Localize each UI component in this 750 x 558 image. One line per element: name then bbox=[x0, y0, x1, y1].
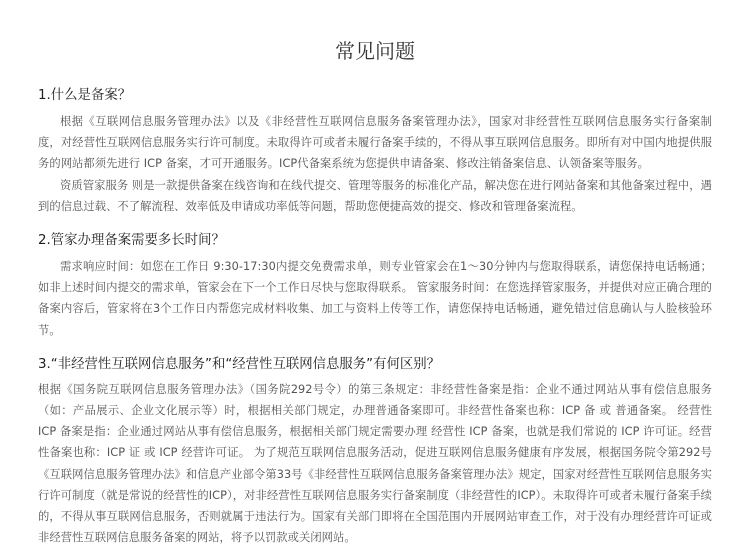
faq-section-2 bbox=[38, 230, 712, 341]
faq-question-1: 1.什么是备案？ bbox=[38, 88, 132, 103]
faq-answer-3-paragraph-1: 根据《国务院互联网信息服务管理办法》（国务院292号令）的第三条规定：非经营性备案是指：企业不通过网站从事有偿信息服务（如：产品展示、企业文化展示等）时，根据相关部门规定，办理普通备案即可。非经营性备案也称：ICP 备 或 普通备案。 经营性 ICP 备案是指：企业通过网站从事有偿信息服务，根据相关部门规定需要办理 经营性 ICP 备案，也就是我们常说的 ICP 许可证。经营性备案也称：ICP 证 或 ICP 经营许可证。 为了规范互联网信息服务活动，促进互联网信息服务健康有序发展，根据国务院令第292号《互联网信息服务管理办法》和信息产业部令第33号《非经营性互联网信息服务备案管理办法》规定，国家对经营性互联网信息服务实行许可制度（就是常说的经营性的ICP），对非经营性互联网信息服务实行备案制度（非经营性的ICP）。未取得许可或者未履行备案手续的，不得从事互联网信息服务，否则就属于违法行为。国家有关部门即将在全国范围内开展网站审查工作，对于没有办理经营许可证或非经营性互联网信息服务备案的网站，将予以罚款或关闭网站。 bbox=[38, 382, 712, 545]
page-title: 常见问题 bbox=[335, 39, 415, 63]
faq-answer-1-paragraph-1: 根据《互联网信息服务管理办法》以及《非经营性互联网信息服务备案管理办法》，国家对非经营性互联网信息服务实行备案制度，对经营性互联网信息服务实行许可制度。未取得许可或者未履行备案手续的，不得从事互联网信息服务。即所有对中国内地提供服务的网站都须先进行 ICP 备案，才可开通服务。ICP代备案系统为您提供申请备案、修改注销备案信息、认领备案等服务。 bbox=[38, 115, 712, 171]
faq-question-3: 3.“非经营性互联网信息服务”和“经营性互联网信息服务”有何区别？ bbox=[38, 356, 441, 372]
faq-answer-2-paragraph-1: 需求响应时间：如您在工作日 9:30-17:30内提交免费需求单，则专业管家会在1～30分钟内与您取得联系，请您保持电话畅通；如非上述时间内提交的需求单，管家会在下一个工作日尽快与您取得联系。 管家服务时间：在您选择管家服务，并提供对应正确合理的备案内容后，管家将在3个工作日内帮您完成材料收集、加工与资料上传等工作，请您保持电话畅通，避免错过信息确认与人脸核验环节。 bbox=[38, 260, 712, 337]
faq-question-2: 2.管家办理备案需要多长时间？ bbox=[38, 233, 225, 249]
faq-section-1 bbox=[38, 85, 712, 217]
faq-section-3 bbox=[38, 354, 712, 549]
faq-answer-1-paragraph-2: 资质管家服务 则是一款提供备案在线咨询和在线代提交、管理等服务的标准化产品，解决您在进行网站备案和其他备案过程中，遇到的信息过载、不了解流程、效率低及申请成功率低等问题，帮助您便捷高效的提交、修改和管理备案流程。 bbox=[38, 178, 712, 213]
